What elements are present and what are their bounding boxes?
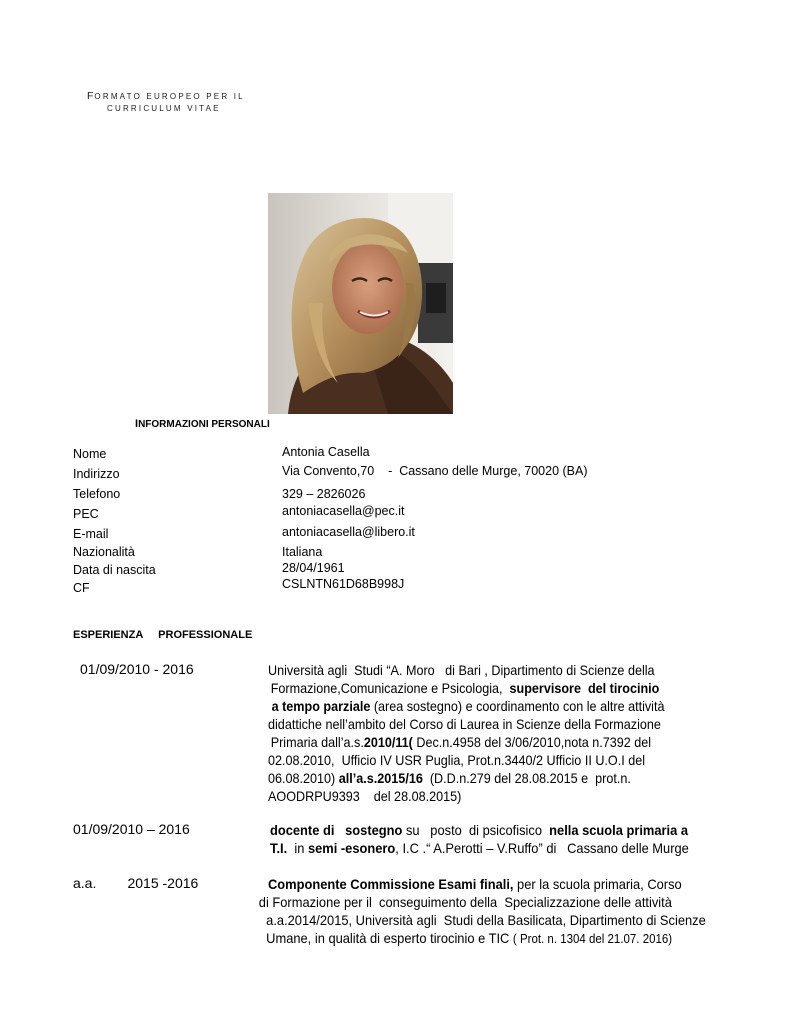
text: di Formazione per il conseguimento della Specializzazione delle attività: [258, 894, 672, 910]
description-line: [272, 697, 665, 715]
bold-text: supervisore del tirocinio: [509, 680, 660, 696]
description-line: [268, 769, 665, 787]
label-indirizzo: Indirizzo: [73, 467, 120, 481]
experience-description-2: [270, 821, 689, 857]
bold-text: semi -esonero: [307, 840, 396, 856]
label-telefono: Telefono: [73, 487, 121, 501]
text: (area sostegno) e coordinamento con le altre attività: [370, 698, 665, 714]
label-pec: PEC: [73, 507, 99, 521]
header-initial: F: [87, 90, 95, 102]
section-initial: I: [135, 418, 139, 430]
text: su posto di psicofisico: [402, 822, 550, 838]
description-line: [266, 911, 706, 929]
bold-text: 2010/11(: [363, 734, 413, 750]
text: a.a.2014/2015, Università agli Studi della Basilicata, Dipartimento di Scienze: [266, 912, 706, 928]
cv-header-line1: [87, 90, 245, 102]
description-line: [268, 751, 665, 769]
text: AOODRPU9393 del 28.08.2015): [268, 788, 462, 804]
section-title-personal: [135, 418, 270, 430]
description-line: [270, 821, 689, 839]
header-line1-text: ORMATO EUROPEO PER IL: [94, 92, 245, 101]
description-line: [271, 733, 665, 751]
description-line: [268, 875, 706, 893]
value-cf: CSLNTN61D68B998J: [282, 577, 405, 591]
value-indirizzo: Via Convento,70 - Cassano delle Murge, 70020 (BA): [282, 464, 588, 478]
text: 02.08.2010, Ufficio IV USR Puglia, Prot.n.3440/2 Ufficio II U.O.I del: [268, 752, 646, 768]
label-cf: CF: [73, 581, 90, 595]
label-nazionalita: Nazionalità: [73, 545, 135, 559]
description-line: [268, 787, 665, 805]
description-line: [268, 661, 665, 679]
text: , I.C .“ A.Perotti – V.Ruffo” di Cassano delle Murge: [395, 840, 689, 856]
text: ( Prot. n. 1304 del 21.07. 2016): [512, 932, 673, 946]
value-nazionalita: Italiana: [282, 545, 323, 559]
bold-text: all’a.s.2015/16: [338, 770, 423, 786]
description-line: [268, 715, 665, 733]
bold-text: a tempo parziale: [271, 698, 371, 714]
text: Università agli Studi “A. Moro di Bari , Dipartimento di Scienze della: [268, 662, 655, 678]
value-email: antoniacasella@libero.it: [282, 525, 415, 539]
label-data-nascita: Data di nascita: [73, 563, 156, 577]
text: Dec.n.4958 del 3/06/2010,nota n.7392 del: [412, 734, 652, 750]
bold-text: T.I.: [270, 840, 288, 856]
bold-text: nella scuola primaria a: [549, 822, 689, 838]
experience-date-1: 01/09/2010 - 2016: [80, 661, 194, 677]
text: in: [287, 840, 308, 856]
value-data-nascita: 28/04/1961: [282, 561, 345, 575]
text: didattiche nell’ambito del Corso di Laurea in Scienze della Formazione: [268, 716, 661, 732]
description-line: [270, 839, 689, 857]
description-line: [266, 929, 706, 948]
text: (D.D.n.279 del 28.08.2015 e prot.n.: [422, 770, 631, 786]
section-title-text: NFORMAZIONI PERSONALI: [138, 419, 270, 430]
section-title-experience: ESPERIENZA PROFESSIONALE: [73, 629, 253, 641]
experience-date-2: 01/09/2010 – 2016: [73, 821, 190, 837]
experience-description-3: [258, 875, 706, 948]
label-email: E-mail: [73, 527, 109, 541]
text: Umane, in qualità di esperto tirocinio e TIC: [266, 930, 513, 946]
cv-header-line2: CURRICULUM VITAE: [107, 104, 221, 113]
value-pec: antoniacasella@pec.it: [282, 504, 405, 518]
bold-text: docente di sostegno: [270, 822, 403, 838]
description-line: [271, 679, 665, 697]
label-nome: Nome: [73, 447, 107, 461]
description-line: [259, 893, 706, 911]
experience-description-1: [268, 661, 665, 805]
value-nome: Antonia Casella: [282, 445, 370, 459]
text: per la scuola primaria, Corso: [513, 876, 682, 892]
experience-date-3: a.a. 2015 -2016: [73, 875, 199, 891]
value-telefono: 329 – 2826026: [282, 487, 366, 501]
bold-text: Componente Commissione Esami finali,: [268, 876, 514, 892]
text: 06.08.2010): [268, 770, 339, 786]
text: Formazione,Comunicazione e Psicologia,: [270, 680, 510, 696]
text: Primaria dall’a.s.: [270, 734, 364, 750]
portrait-photo-icon: [268, 193, 453, 414]
